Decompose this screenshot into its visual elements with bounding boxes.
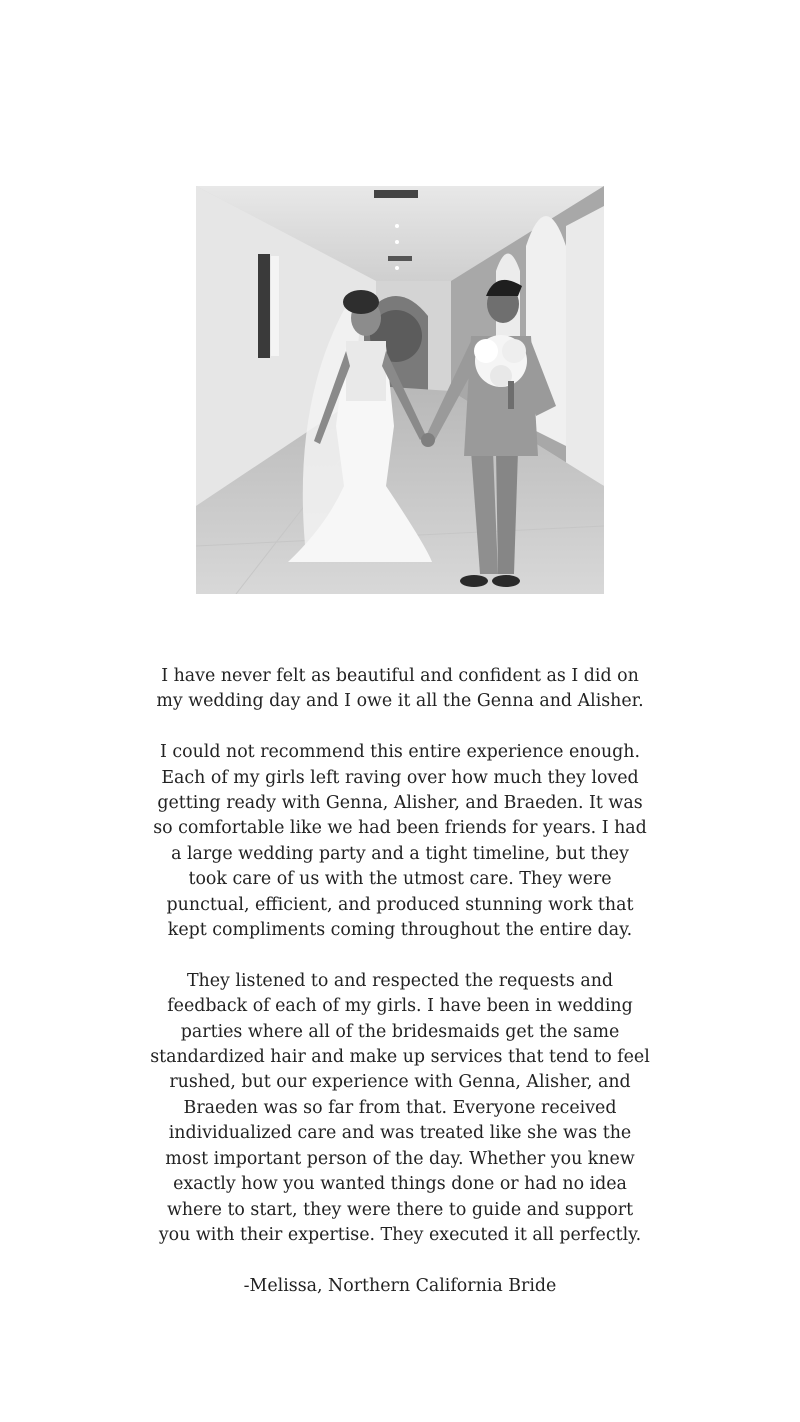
testimonial-paragraph: I could not recommend this entire experience enough. Each of my girls left raving over how much they loved getting ready with Genna, Alisher, and Braeden. It was so comfortable like we had been friends for years. I had a large wedding party and a tight timeline, but they took care of us with the utmost care. They were punctual, efficient, and produced stunning work that kept compliments coming throughout the entire day.	[153, 742, 647, 941]
testimonial-text	[150, 664, 650, 1274]
testimonial-paragraph: I have never felt as beautiful and confident as I did on my wedding day and I owe it all the Genna and Alisher.	[156, 666, 644, 712]
testimonial-paragraph: They listened to and respected the requests and feedback of each of my girls. I have been in wedding parties where all of the bridesmaids get the same standardized hair and make up services that tend to feel rushed, but our experience with Genna, Alisher, and Braeden was so far from that. Everyone received individualized care and was treated like she was the most important person of the day. Whether you knew exactly how you wanted things done or had no idea where to start, they were there to guide and support you with their expertise. They executed it all perfectly.	[150, 970, 650, 1245]
wedding-couple-photo	[196, 186, 604, 594]
testimonial-attribution: -Melissa, Northern California Bride	[243, 1276, 557, 1296]
